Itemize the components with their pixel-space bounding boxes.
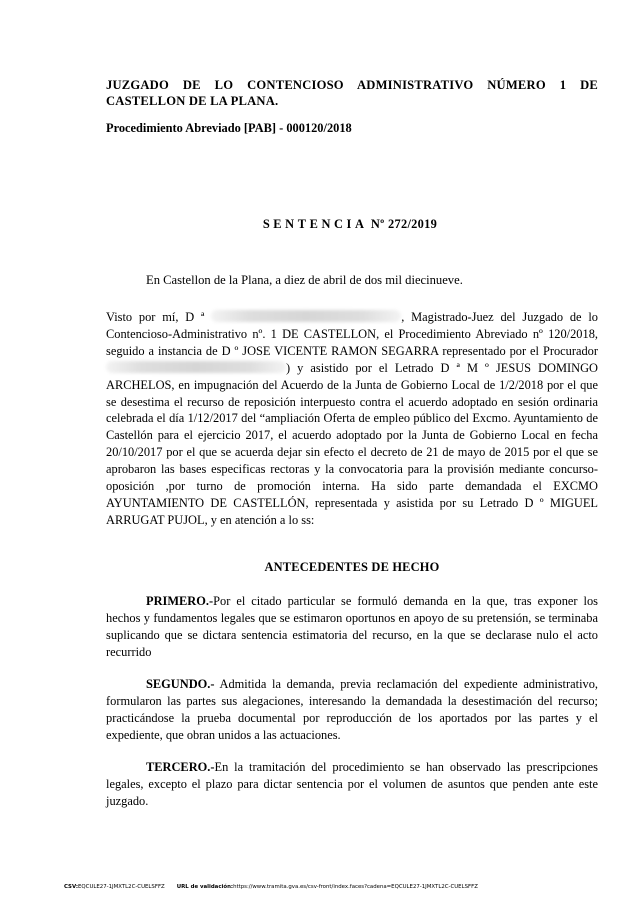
sentence-title (0, 217, 644, 232)
csv-label: CSV: (64, 884, 79, 890)
tercero-text: En la tramitación del procedimiento se han observado las prescripciones legales, excepto el plazo para dictar sentencia por el volumen de asuntos que penden ante este juzgado. (106, 760, 598, 808)
segundo-label: SEGUNDO.- (146, 677, 215, 691)
primero-text: Por el citado particular se formuló demanda en la que, tras exponer los hechos y fundamentos legales que se estimaron oportunos en apoyo de su pretensión, se terminaba suplicando que se dictara sentencia estimatoria del recurso, en la que se declarase nulo el acto recurrido (106, 594, 598, 659)
redacted-name-judge (211, 310, 401, 322)
visto-paragraph (106, 309, 598, 529)
paragraph-primero (106, 593, 598, 661)
paragraph-segundo (106, 676, 598, 744)
visto-text-2: , Magistrado-Juez del Juzgado de lo Contencioso-Administrativo nº. 1 DE CASTELLON, el Procedimiento Abreviado nº 120/2018, seguido a instancia de D º JOSE VICENTE RAMON SEGARRA representado por el Procurador (106, 310, 598, 358)
validation-url[interactable]: https://www.tramita.gva.es/csv-front/index.faces?cadena=EQCULE27-1JMXTL2C-CUELSFFZ (233, 884, 478, 890)
tercero-label: TERCERO.- (146, 760, 215, 774)
redacted-name-procurador (106, 361, 286, 373)
paragraph-tercero (106, 759, 598, 810)
procedure-number: Procedimiento Abreviado [PAB] - 000120/2018 (106, 121, 352, 135)
sentence-title-number: Nº 272/2019 (370, 217, 438, 231)
segundo-text: Admitida la demanda, previa reclamación del expediente administrativo, formularon las partes sus alegaciones, interesando la demandada la desestimación del recurso; practicándose la prueba documental por reproducción de los aportados por las partes y el expediente, que obran unidos a las actuaciones. (106, 677, 598, 742)
visto-text-1: Visto por mí, D ª (106, 310, 205, 324)
visto-text-3: ) y asistido por el Letrado D ª M º JESUS DOMINGO ARCHELOS, en impugnación del Acuerdo de la Junta de Gobierno Local de 1/2/2018 por el que se desestima el recurso de reposición interpuesto contra el acuerdo adoptado en sesión ordinaria celebrada el día 1/12/2017 del “ampliación Oferta de empleo público del Excmo. Ayuntamiento de Castellón para el ejercicio 2017, el acuerdo adoptado por la Junta de Gobierno Local en fecha 20/10/2017 por el que se acuerda dejar sin efecto el decreto de 21 de mayo de 2015 por el que se aprobaron las bases especificas rectoras y la convocatoria para la provisión mediante concurso-oposición ,por turno de promoción interna. Ha sido parte demandada el EXCMO AYUNTAMIENTO DE CASTELLÓN, representada y asistida por su Letrado D º MIGUEL ARRUGAT PUJOL, y en atención a lo ss: (106, 360, 598, 527)
validation-footer (64, 884, 624, 890)
primero-label: PRIMERO.- (146, 594, 214, 608)
court-heading: JUZGADO DE LO CONTENCIOSO ADMINISTRATIVO NÚMERO 1 DE CASTELLON DE LA PLANA. (106, 78, 598, 108)
antecedentes-title: ANTECEDENTES DE HECHO (264, 560, 440, 574)
url-label: URL de validación: (176, 884, 234, 890)
csv-value: EQCULE27-1JMXTL2C-CUELSFFZ (78, 884, 165, 890)
sentence-title-word: SENTENCIA (262, 217, 368, 231)
date-line: En Castellon de la Plana, a diez de abril de dos mil diecinueve. (146, 273, 463, 287)
